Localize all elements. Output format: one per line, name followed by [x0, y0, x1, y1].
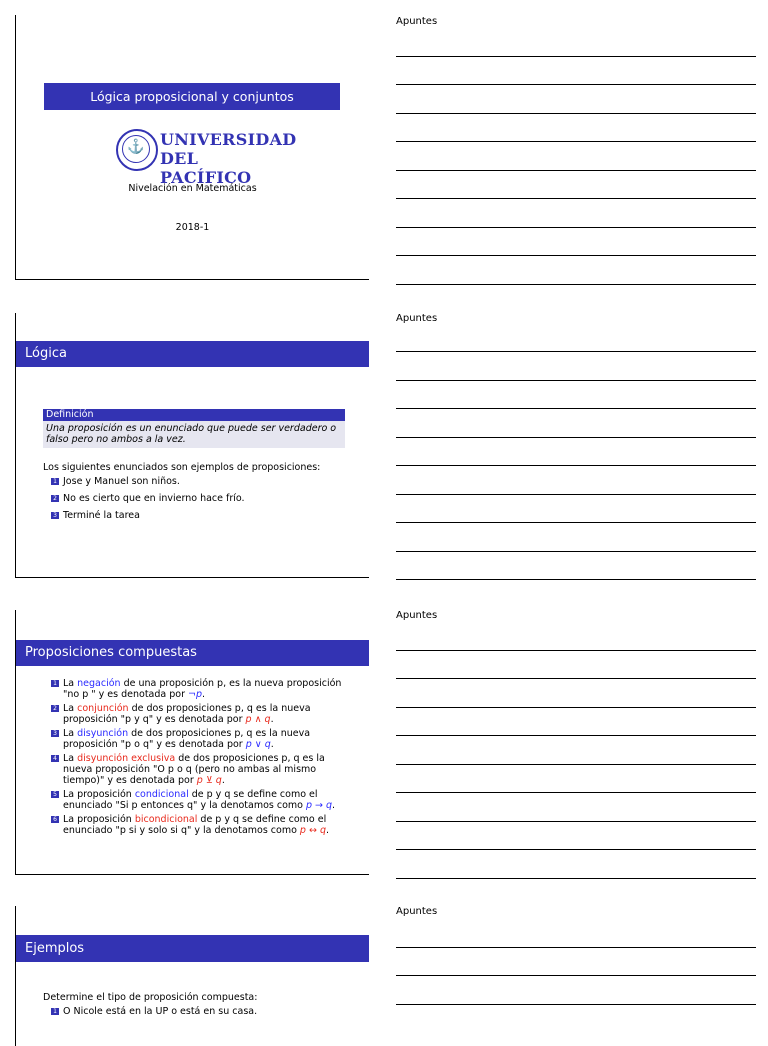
note-line [396, 878, 756, 879]
list-item: 1 La negación de una proposición p, es la nueva proposición "no p " y es denotada por ¬p. [51, 678, 351, 700]
note-line [396, 113, 756, 114]
slide-3 [15, 610, 369, 875]
slide-date: 2018-1 [175, 222, 210, 233]
term-red: bicondicional [134, 814, 198, 825]
term-blue: negación [77, 678, 121, 689]
slide-title: Lógica proposicional y conjuntos [90, 89, 294, 104]
notation-symbol: p ∨ q [245, 739, 271, 750]
note-line [396, 522, 756, 523]
notes-label: Apuntes [396, 610, 438, 621]
note-line [396, 494, 756, 495]
note-line [396, 707, 756, 708]
note-line [396, 821, 756, 822]
note-line [396, 1004, 756, 1005]
note-line [396, 56, 756, 57]
note-line [396, 170, 756, 171]
frame-title-bar [16, 935, 369, 962]
examples-intro: Determine el tipo de proposición compuesta: [43, 992, 258, 1003]
examples-intro: Los siguientes enunciados son ejemplos de proposiciones: [43, 462, 321, 473]
note-line [396, 380, 756, 381]
frame-title: Proposiciones compuestas [25, 645, 197, 660]
slide-subtitle: Nivelación en Matemáticas [128, 183, 257, 194]
frame-title: Lógica [25, 346, 67, 361]
definition-text: Una proposición es un enunciado que puede ser verdadero o falso pero no ambos a la vez. [43, 421, 345, 448]
notes-panel-3 [396, 610, 756, 880]
logo-line-1: UNIVERSIDAD [160, 130, 297, 149]
note-line [396, 579, 756, 580]
compound-list [51, 678, 351, 839]
list-item: 3 Terminé la tarea [51, 510, 351, 521]
slide-2 [15, 313, 369, 578]
slide-4 [15, 906, 369, 1046]
note-line [396, 551, 756, 552]
list-item: 1 O Nicole está en la UP o está en su casa. [51, 1006, 351, 1017]
list-item: 1 Jose y Manuel son niños. [51, 476, 351, 487]
term-red: conjunción [77, 703, 129, 714]
slide-1 [15, 15, 369, 280]
note-line [396, 764, 756, 765]
note-line [396, 792, 756, 793]
frame-title: Ejemplos [25, 941, 85, 956]
examples-list [51, 1006, 351, 1017]
note-line [396, 198, 756, 199]
note-line [396, 650, 756, 651]
list-item: 6 La proposición bicondicional de p y q se define como el enunciado "p si y solo si q" y la denotamos como p ↔ q. [51, 814, 351, 836]
note-line [396, 351, 756, 352]
university-logo [116, 129, 297, 187]
note-line [396, 678, 756, 679]
notation-symbol: p → q [305, 800, 333, 811]
term-red: disyunción exclusiva [77, 753, 176, 764]
notation-symbol: p ∧ q [245, 714, 271, 725]
note-line [396, 437, 756, 438]
frame-title-bar [16, 640, 369, 666]
term-blue: condicional [134, 789, 189, 800]
notes-panel-1 [396, 15, 756, 285]
term-blue: disyunción [77, 728, 129, 739]
note-line [396, 408, 756, 409]
note-line [396, 141, 756, 142]
notes-panel-2 [396, 313, 756, 583]
frame-title-bar [16, 341, 369, 367]
examples-list [51, 476, 351, 521]
list-item: 5 La proposición condicional de p y q se define como el enunciado "Si p entonces q" y la denotamos como p → q. [51, 789, 351, 811]
definition-block [43, 409, 345, 448]
note-line [396, 947, 756, 948]
note-line [396, 975, 756, 976]
note-line [396, 465, 756, 466]
notation-symbol: ¬p [188, 689, 203, 700]
notes-label: Apuntes [396, 313, 438, 324]
notes-label: Apuntes [396, 16, 438, 27]
seal-monogram: ⚓ [127, 139, 145, 155]
slide-title-bar [44, 83, 340, 110]
note-line [396, 849, 756, 850]
note-line [396, 84, 756, 85]
list-item: 2 No es cierto que en invierno hace frío. [51, 493, 351, 504]
note-line [396, 255, 756, 256]
definition-title: Definición [43, 409, 345, 421]
note-line [396, 227, 756, 228]
list-item: 4 La disyunción exclusiva de dos proposiciones p, q es la nueva proposición "O p o q (pero no ambas al mismo tiempo)" y es denotada por p ⊻ q. [51, 753, 351, 786]
list-item: 2 La conjunción de dos proposiciones p, q es la nueva proposición "p y q" y es denotada por p ∧ q. [51, 703, 351, 725]
note-line [396, 735, 756, 736]
notation-symbol: p ⊻ q [196, 775, 222, 786]
list-item: 3 La disyunción de dos proposiciones p, q es la nueva proposición "p o q" y es denotada por p ∨ q. [51, 728, 351, 750]
notes-label: Apuntes [396, 906, 438, 917]
note-line [396, 284, 756, 285]
notation-symbol: p ↔ q [299, 825, 326, 836]
notes-panel-4 [396, 906, 756, 1024]
logo-line-2: DEL PACÍFICO [160, 149, 252, 187]
